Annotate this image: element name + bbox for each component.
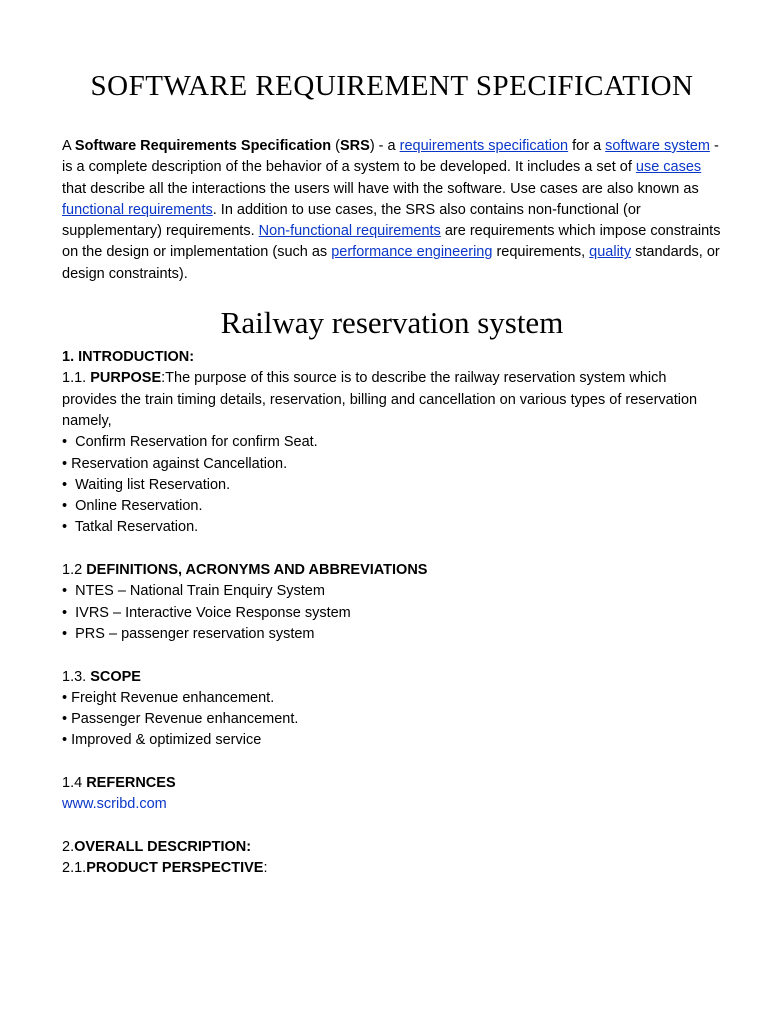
scope-bullet-list [62,688,722,752]
introduction-heading [62,347,722,368]
spacer [62,539,722,560]
list-item: • Confirm Reservation for confirm Seat. [62,434,318,451]
references-number: 1.4 [62,775,87,792]
scope-label: SCOPE [90,668,141,685]
scope-heading [62,667,722,688]
list-item: • IVRS – Interactive Voice Response system [62,604,351,621]
intro-text: for a [568,138,606,154]
product-perspective-number: 2.1. [62,860,87,877]
list-item: • Tatkal Reservation. [62,519,199,536]
definitions-bullet-list [62,581,722,645]
spacer [62,645,722,666]
references-link-line [62,794,722,815]
list-item: • NTES – National Train Enquiry System [62,583,325,600]
document-title: SOFTWARE REQUIREMENT SPECIFICATION [90,70,694,102]
document-page [62,60,722,880]
product-perspective-label: PRODUCT PERSPECTIVE [86,860,264,877]
link-performance-engineering[interactable]: performance engineering [331,244,493,261]
definitions-number: 1.2 [62,562,87,579]
list-item: • Freight Revenue enhancement. [62,689,275,706]
intro-paragraph [62,136,722,285]
link-non-functional-requirements[interactable]: Non-functional requirements [258,223,441,240]
introduction-heading-text: 1. INTRODUCTION: [62,349,195,366]
overall-label: OVERALL DESCRIPTION: [74,838,252,855]
link-functional-requirements[interactable]: functional requirements [62,201,213,218]
purpose-paragraph [62,368,722,432]
intro-text: A [62,138,75,154]
list-item: • Reservation against Cancellation. [62,455,288,472]
intro-bold-term: Software Requirements Specification [74,138,332,154]
spacer [62,816,722,837]
intro-bold-abbr: SRS [340,138,370,154]
intro-text: - is a complete description of the behavior of a system to be developed. It includes a set of [62,138,719,176]
spacer [62,752,722,773]
intro-text: are requirements which impose constraints on the design or implementation (such as [62,223,721,261]
link-use-cases[interactable]: use cases [635,159,702,176]
intro-text: ) - a [369,138,400,154]
scope-number: 1.3. [62,668,91,685]
link-requirements-specification[interactable]: requirements specification [399,138,569,154]
intro-text: that describe all the interactions the users will have with the software. Use cases are also known as [62,180,699,197]
list-item: • Online Reservation. [62,498,203,515]
definitions-label: DEFINITIONS, ACRONYMS AND ABBREVIATIONS [86,562,428,579]
overall-number: 2. [62,838,75,855]
references-heading [62,773,722,794]
product-perspective-heading [62,858,722,879]
intro-text: . In addition to use cases, the SRS also contains non-functional (or supplementary) requirements. [62,201,641,240]
list-item: • Waiting list Reservation. [62,476,231,493]
list-item: • PRS – passenger reservation system [62,625,315,642]
purpose-bullet-list [62,432,722,538]
intro-text: requirements, [492,244,590,261]
intro-text: ( [331,138,340,154]
references-label: REFERNCES [86,775,176,792]
list-item: • Passenger Revenue enhancement. [62,711,299,728]
purpose-text: :The purpose of this source is to describe the railway reservation system which provides the train timing details, reservation, billing and cancellation on various types of reservation namely, [62,370,698,429]
purpose-number: 1.1. [62,370,91,387]
list-item: • Improved & optimized service [62,732,262,749]
definitions-heading [62,560,722,581]
purpose-label: PURPOSE [90,370,162,387]
link-scribd[interactable]: www.scribd.com [62,796,167,813]
overall-description-heading [62,837,722,858]
product-perspective-colon: : [263,860,268,877]
section-title: Railway reservation system [220,305,564,341]
link-software-system[interactable]: software system [605,138,710,154]
link-quality[interactable]: quality [589,244,632,261]
intro-text: standards, or design constraints). [62,244,720,282]
